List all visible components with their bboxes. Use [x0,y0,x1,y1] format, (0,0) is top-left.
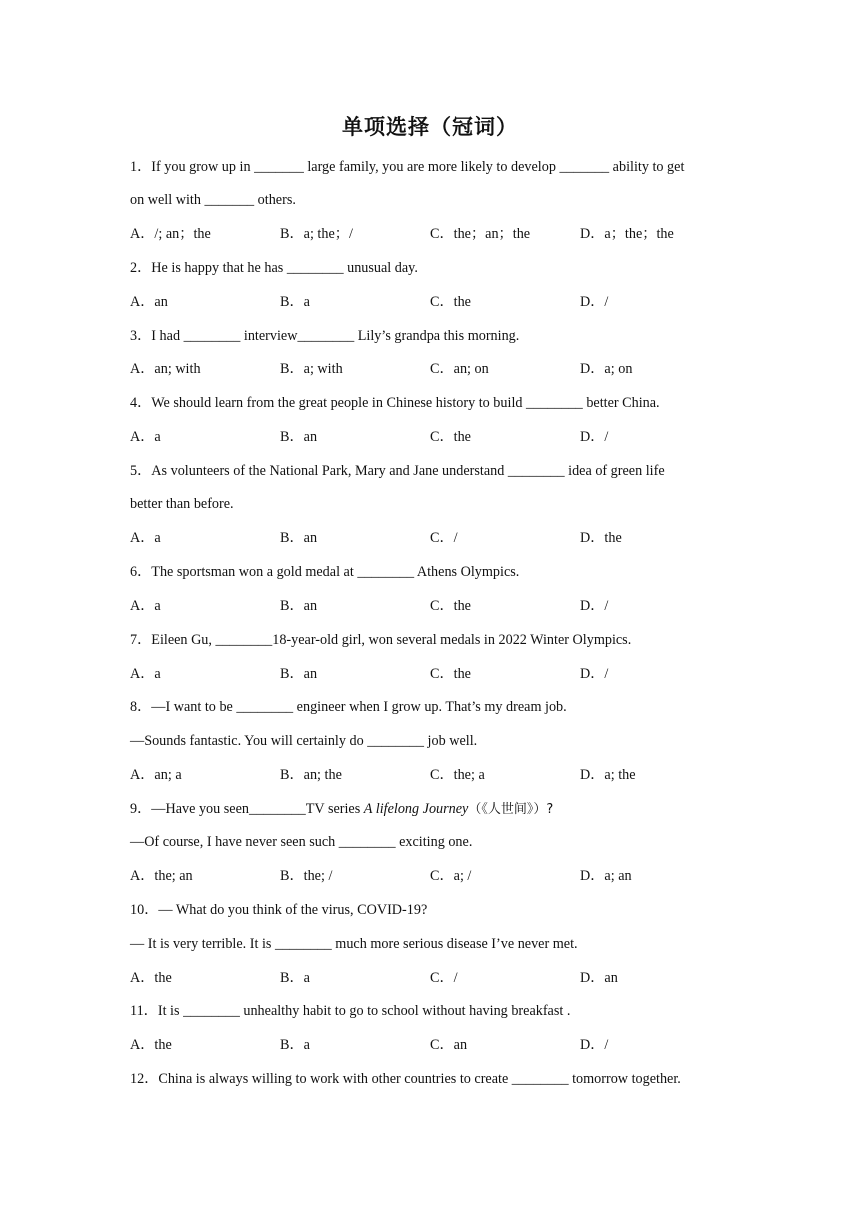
option-d: D．/ [580,598,609,614]
option-b: B．an; the [280,767,342,783]
option-a: A．the; an [130,868,193,884]
question-11-line-1: 11．It is ________ unhealthy habit to go to school without having breakfast . [130,1003,571,1019]
question-7-options [130,664,750,684]
question-9-line-1 [130,799,740,820]
option-a: A．/; an；the [130,226,211,242]
option-b: B．an [280,598,318,614]
question-10-options [130,968,750,988]
question-8-line-2: —Sounds fantastic. You will certainly do ________ job well. [130,733,478,749]
option-a: A．a [130,666,161,682]
option-b: B．a [280,294,310,310]
option-c: C．the; a [430,767,485,783]
option-d: D．an [580,970,618,986]
option-c: C．the；an；the [430,226,531,242]
question-1-line-2: on well with _______ others. [130,192,296,208]
option-c: C．the [430,598,471,614]
question-9-options [130,866,750,886]
question-3-line-1: 3．I had ________ interview________ Lily’s grandpa this morning. [130,328,520,344]
option-d: D．the [580,530,622,546]
option-d: D．a; an [580,868,632,884]
page-title: 单项选择（冠词） [342,115,518,139]
question-9-prefix: 9．—Have you seen________TV series [130,801,364,817]
option-a: A．an; with [130,361,201,377]
option-d: D．/ [580,1037,609,1053]
question-6-line-1: 6．The sportsman won a gold medal at ________ Athens Olympics. [130,564,520,580]
question-5-options [130,528,750,548]
option-d: D．a; on [580,361,633,377]
option-b: B．the; / [280,868,333,884]
option-b: B．an [280,666,318,682]
question-12-line-1: 12．China is always willing to work with other countries to create ________ tomorrow together. [130,1071,681,1087]
question-7-line-1: 7．Eileen Gu, ________18-year-old girl, won several medals in 2022 Winter Olympics. [130,632,632,648]
question-5-line-1: 5．As volunteers of the National Park, Mary and Jane understand ________ idea of green life [130,463,665,479]
option-a: A．a [130,530,161,546]
question-1-options [130,224,750,244]
question-4-options [130,427,750,447]
question-9-series-title: A lifelong Journey [363,801,469,817]
question-8-options [130,765,750,785]
question-11-options [130,1035,750,1055]
option-a: A．a [130,429,161,445]
question-5-line-2: better than before. [130,496,234,512]
option-a: A．an [130,294,168,310]
option-b: B．a; with [280,361,343,377]
option-b: B．a; the；/ [280,226,353,242]
question-10-line-2: — It is very terrible. It is ________ much more serious disease I’ve never met. [130,936,578,952]
option-c: C．the [430,294,471,310]
option-d: D．a; the [580,767,636,783]
question-6-options [130,596,750,616]
question-8-line-1: 8．—I want to be ________ engineer when I grow up. That’s my dream job. [130,699,567,715]
option-b: B．an [280,429,318,445]
option-a: A．an; a [130,767,182,783]
question-2-line-1: 2．He is happy that he has ________ unusual day. [130,260,418,276]
question-1-line-1: 1．If you grow up in _______ large family, you are more likely to develop _______ ability to get [130,159,685,175]
question-3-options [130,359,750,379]
question-9-line-2: —Of course, I have never seen such ________ exciting one. [130,834,473,850]
option-d: D．/ [580,666,609,682]
option-c: C．/ [430,970,458,986]
option-d: D．a；the；the [580,226,674,242]
question-10-line-1: 10．— What do you think of the virus, COVID-19? [130,902,428,918]
option-a: A．a [130,598,161,614]
question-9-suffix: （《人世间》）? [468,802,554,817]
question-4-line-1: 4．We should learn from the great people in Chinese history to build ________ better China. [130,395,660,411]
option-d: D．/ [580,294,609,310]
option-c: C．a; / [430,868,472,884]
option-c: C．the [430,666,471,682]
question-2-options [130,292,750,312]
option-d: D．/ [580,429,609,445]
option-b: B．a [280,970,310,986]
option-a: A．the [130,970,172,986]
option-a: A．the [130,1037,172,1053]
option-b: B．an [280,530,318,546]
option-c: C．an [430,1037,468,1053]
option-c: C．the [430,429,471,445]
option-c: C．/ [430,530,458,546]
option-b: B．a [280,1037,310,1053]
option-c: C．an; on [430,361,489,377]
